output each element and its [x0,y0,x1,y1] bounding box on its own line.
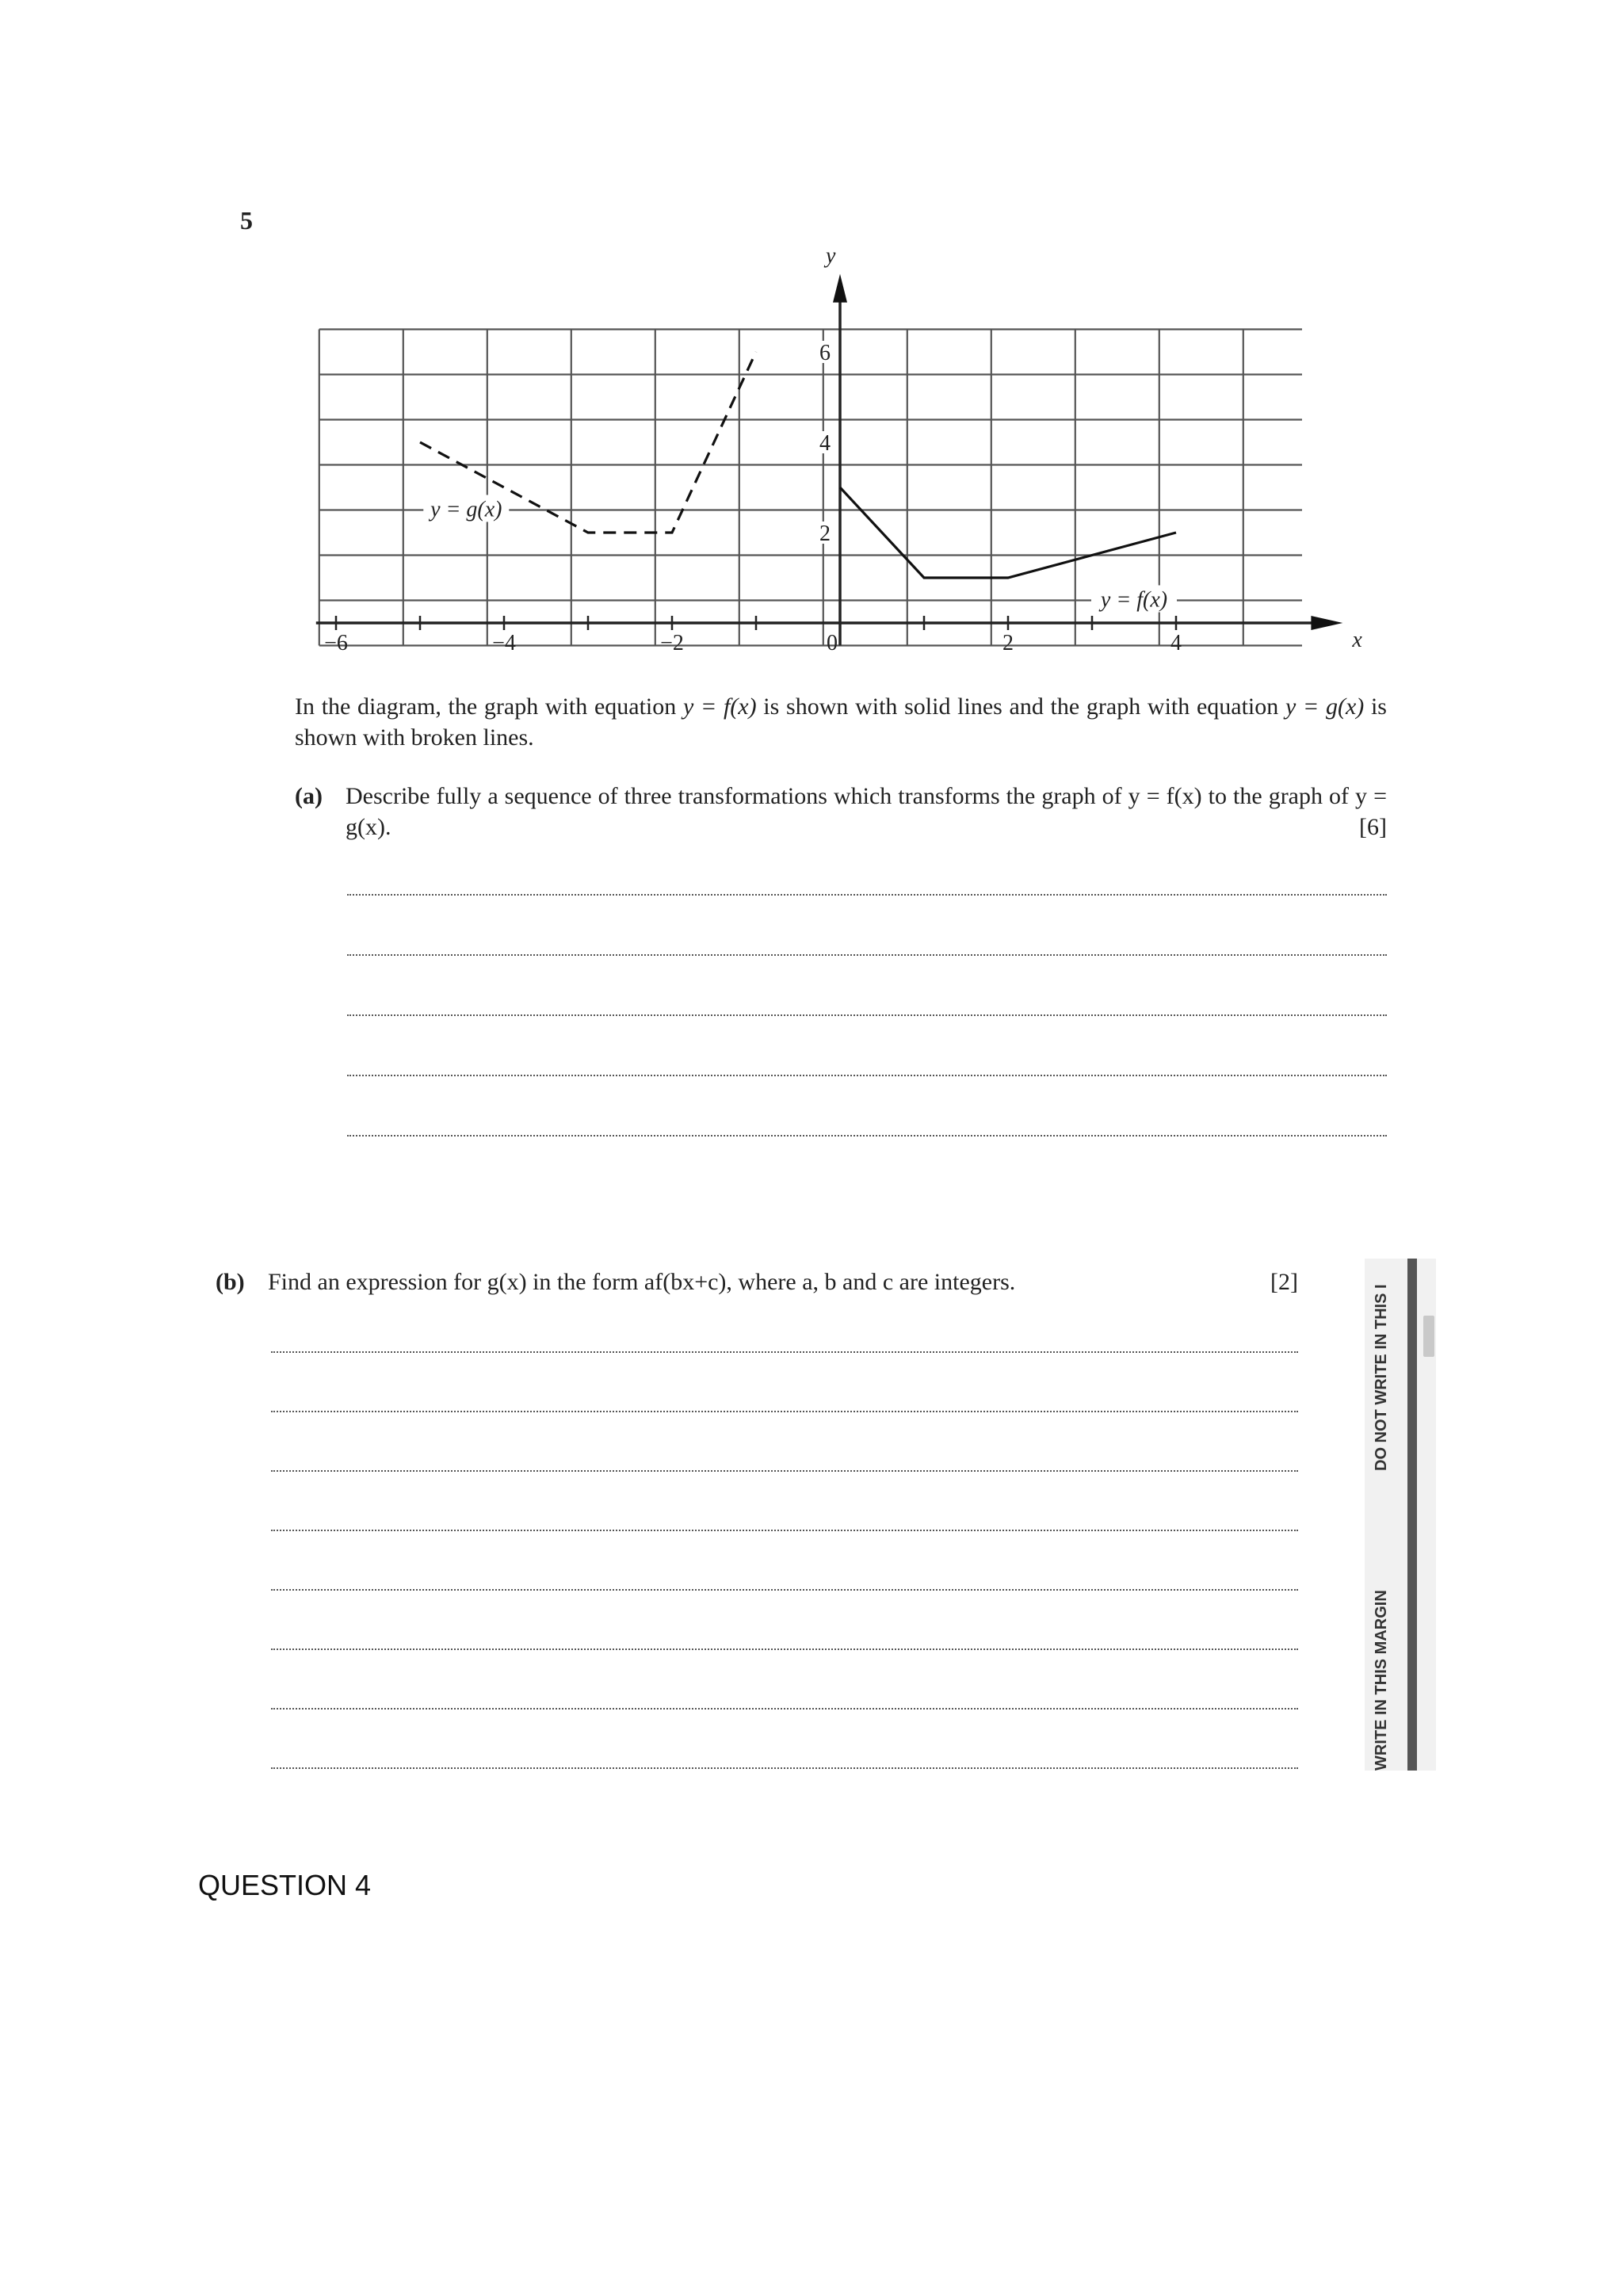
f-graph-line [840,487,1176,578]
intro-equation-f: y = f(x) [682,693,757,720]
part-b-question: Find an expression for g(x) in the form af(bx+c), where a, b and c are integers. [268,1269,1016,1295]
answer-line-b[interactable] [271,1411,1298,1412]
answer-line-a[interactable] [347,1014,1387,1016]
intro-equation-g: y = g(x) [1285,693,1365,720]
margin-warning-top: DO NOT WRITE IN THIS I [1373,1284,1390,1471]
margin-scrollbar[interactable] [1407,1259,1417,1771]
question-label: QUESTION 4 [198,1869,372,1901]
part-a-text [346,781,1387,842]
answer-line-b[interactable] [271,1530,1298,1531]
x-tick-label: −4 [492,631,516,655]
x-axis-arrow [1311,616,1342,630]
x-tick-label: 2 [1002,631,1014,655]
intro-text-2: is shown with solid lines and the graph with equation [756,693,1285,720]
part-b-label: (b) [216,1269,245,1295]
g-graph-label: y = g(x) [430,497,502,522]
part-a-label: (a) [295,783,323,809]
answer-line-b[interactable] [271,1470,1298,1472]
margin-warning-bottom: WRITE IN THIS MARGIN [1373,1590,1390,1771]
y-tick-label: 2 [819,521,831,546]
answer-line-b[interactable] [271,1708,1298,1710]
answer-line-b[interactable] [271,1648,1298,1650]
y-axis-arrow [833,274,847,303]
answer-line-a[interactable] [347,1135,1387,1137]
intro-text-1: In the diagram, the graph with equation [295,693,683,720]
part-a-question: Describe fully a sequence of three transformations which transforms the graph of y = f(x) to the graph of y = g(x). [346,783,1387,840]
x-axis-label: x [1352,628,1362,652]
graph-labels [324,244,1362,655]
answer-line-b[interactable] [271,1767,1298,1769]
transformation-graph [0,0,1623,713]
question-intro [295,691,1387,753]
x-tick-label: −6 [324,631,348,655]
y-axis-label: y [826,243,836,269]
answer-line-a[interactable] [347,954,1387,956]
y-tick-label: 4 [819,431,831,456]
part-b-marks: [2] [1270,1269,1298,1295]
answer-line-a[interactable] [347,894,1387,896]
f-graph-label: y = f(x) [1100,587,1168,613]
scrollbar-thumb[interactable] [1423,1316,1434,1357]
y-tick-label: 6 [819,341,831,365]
answer-line-a[interactable] [347,1075,1387,1076]
x-tick-label: 0 [827,631,838,655]
answer-line-b[interactable] [271,1351,1298,1353]
x-tick-label: 4 [1170,631,1182,655]
x-tick-label: −2 [660,631,684,655]
intro-text-3: is shown with broken lines. [295,693,1387,751]
answer-line-b[interactable] [271,1589,1298,1591]
question-number: 5 [240,206,253,235]
part-a-marks: [6] [1359,814,1387,840]
